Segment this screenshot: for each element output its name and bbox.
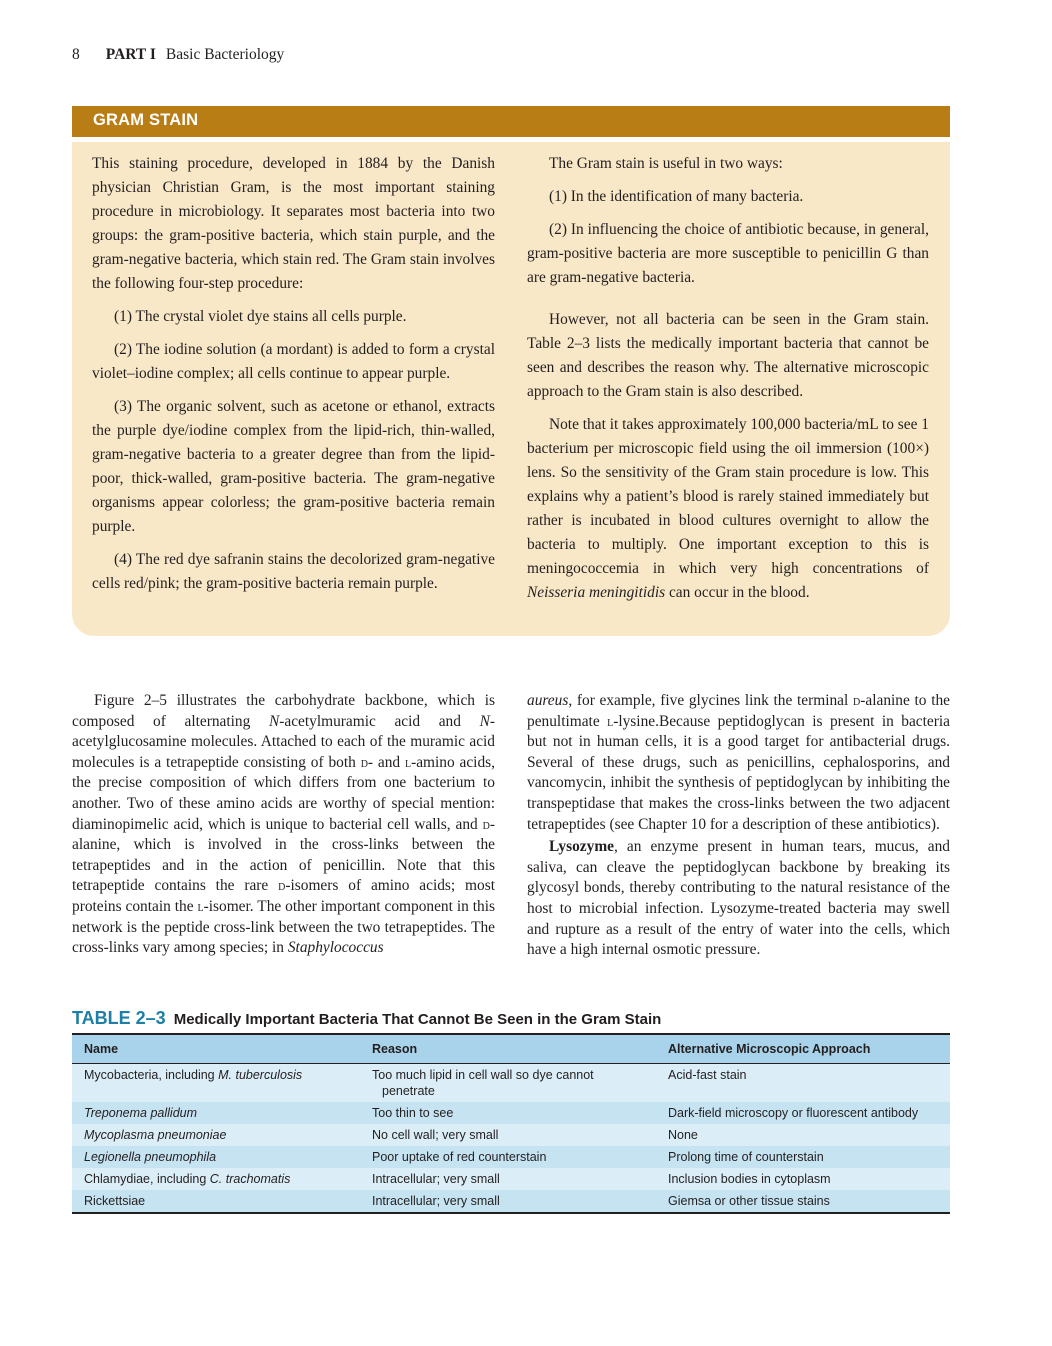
step-2: (2) The iodine solution (a mordant) is added to form a crystal violet–iodine complex; all cells continue to appear purple.: [92, 341, 495, 382]
table-caption: Medically Important Bacteria That Cannot Be Seen in the Gram Stain: [173, 1011, 662, 1028]
table-title: [72, 1008, 661, 1029]
box-left-column: [92, 152, 495, 605]
cell-approach: Inclusion bodies in cytoplasm: [656, 1168, 950, 1190]
use-2: (2) In influencing the choice of antibiotic because, in general, gram-positive bacteria are more susceptible to penicillin G than are gram-negative bacteria.: [527, 221, 929, 286]
header-approach: Alternative Microscopic Approach: [656, 1034, 950, 1064]
table-row: [72, 1064, 950, 1103]
cell-approach: Giemsa or other tissue stains: [656, 1190, 950, 1213]
body-left-column: [72, 691, 495, 959]
step-4: (4) The red dye safranin stains the decolorized gram-negative cells red/pink; the gram-positive bacteria remain purple.: [92, 551, 495, 592]
lysozyme-paragraph: Lysozyme, an enzyme present in human tears, mucus, and saliva, can cleave the peptidoglycan backbone by breaking its glycosyl bonds, thereby contributing to the natural resistance of the host to microbial infection. Lysozyme-treated bacteria may swell and rupture as a result of the entry of water into the cells, which have a high internal osmotic pressure.: [527, 838, 950, 959]
cell-reason: No cell wall; very small: [360, 1124, 656, 1146]
table-row: [72, 1190, 950, 1213]
cell-reason: Too thin to see: [360, 1102, 656, 1124]
box-right-column: [527, 152, 929, 614]
cell-name: Chlamydiae, including C. trachomatis: [72, 1168, 360, 1190]
body-right-column: [527, 691, 950, 961]
cell-approach: Acid-fast stain: [656, 1064, 950, 1103]
part-title: Basic Bacteriology: [165, 46, 285, 63]
cell-reason: Too much lipid in cell wall so dye cannot penetrate: [360, 1064, 656, 1103]
organism-name: Neisseria meningitidis: [527, 584, 666, 601]
table-row: [72, 1102, 950, 1124]
cell-approach: Prolong time of counterstain: [656, 1146, 950, 1168]
sensitivity-paragraph: Note that it takes approximately 100,000 bacteria/mL to see 1 bacterium per microscopic field using the oil immersion (100×) lens. So the sensitivity of the Gram stain procedure is low. This explains why a patient’s blood is rarely stained immediately but rather is incubated in blood cultures overnight to allow the bacteria to multiply. One important exception to this is meningococcemia in which very high concentrations of Neisseria meningitidis can occur in the blood.: [527, 416, 929, 601]
header-reason: Reason: [360, 1034, 656, 1064]
use-1: (1) In the identification of many bacteria.: [549, 188, 804, 205]
table-row: [72, 1168, 950, 1190]
cell-name: Treponema pallidum: [72, 1102, 360, 1124]
bacteria-table: [72, 1033, 950, 1214]
header-name: Name: [72, 1034, 360, 1064]
cell-name: Mycoplasma pneumoniae: [72, 1124, 360, 1146]
step-3: (3) The organic solvent, such as acetone or ethanol, extracts the purple dye/iodine complex from the lipid-rich, thin-walled, gram-negative bacteria to a greater degree than from the lipid-poor, thick-walled, gram-positive bacteria. The gram-negative organisms appear colorless; the gram-positive bacteria remain purple.: [92, 398, 495, 535]
table-header-row: [72, 1034, 950, 1064]
peptidoglycan-paragraph: Figure 2–5 illustrates the carbohydrate backbone, which is composed of alternating N-acetylmuramic acid and N-acetylglucosamine molecules. Attached to each of the muramic acid molecules is a tetrapeptide consisting of both d- and l-amino acids, the precise composition of which differs from one bacterium to another. Two of these amino acids are worthy of special mention: diaminopimelic acid, which is unique to bacterial cell walls, and d-alanine, which is involved in the cross-links between the tetrapeptides and in the action of penicillin. Note that this tetrapeptide contains the rare d-isomers of amino acids; most proteins contain the l-isomer. The other important component in this network is the peptide cross-link between the two tetrapeptides. The cross-links vary among species; in Staphylococcus: [72, 692, 495, 957]
table-row: [72, 1146, 950, 1168]
table-number: TABLE 2–3: [72, 1008, 166, 1028]
cell-reason: Intracellular; very small: [360, 1168, 656, 1190]
uses-intro: The Gram stain is useful in two ways:: [549, 155, 783, 172]
peptidoglycan-continued: aureus, for example, five glycines link the terminal d-alanine to the penultimate l-lysine.Because peptidoglycan is present in bacteria but not in human cells, it is a good target for antibacterial drugs. Several of these drugs, such as penicillins, cephalosporins, and vancomycin, inhibit the synthesis of peptidoglycan by inhibiting the transpeptidase that makes the cross-links between the two adjacent tetrapeptides (see Chapter 10 for a description of these antibiotics).: [527, 692, 950, 833]
cell-approach: None: [656, 1124, 950, 1146]
limitations-paragraph: However, not all bacteria can be seen in the Gram stain. Table 2–3 lists the medically important bacteria that cannot be seen and describes the reason why. The alternative microscopic approach to the Gram stain is also described.: [527, 311, 929, 400]
box-title: GRAM STAIN: [93, 111, 199, 129]
lysozyme-term: Lysozyme: [549, 838, 614, 856]
gram-stain-banner: [72, 106, 950, 137]
cell-approach: Dark-field microscopy or fluorescent antibody: [656, 1102, 950, 1124]
cell-reason: Intracellular; very small: [360, 1190, 656, 1213]
cell-name: Legionella pneumophila: [72, 1146, 360, 1168]
table-row: [72, 1124, 950, 1146]
cell-name: Mycobacteria, including M. tuberculosis: [72, 1064, 360, 1103]
step-1: (1) The crystal violet dye stains all cells purple.: [114, 308, 407, 325]
cell-name: Rickettsiae: [72, 1190, 360, 1213]
running-header: [72, 46, 284, 64]
box-intro-paragraph: This staining procedure, developed in 1884 by the Danish physician Christian Gram, is the most important staining procedure in microbiology. It separates most bacteria into two groups: the gram-positive bacteria, which stain purple, and the gram-negative bacteria, which stain red. The Gram stain involves the following four-step procedure:: [92, 155, 495, 292]
part-label: PART I: [105, 46, 156, 63]
cell-reason: Poor uptake of red counterstain: [360, 1146, 656, 1168]
page-number: 8: [72, 46, 80, 63]
